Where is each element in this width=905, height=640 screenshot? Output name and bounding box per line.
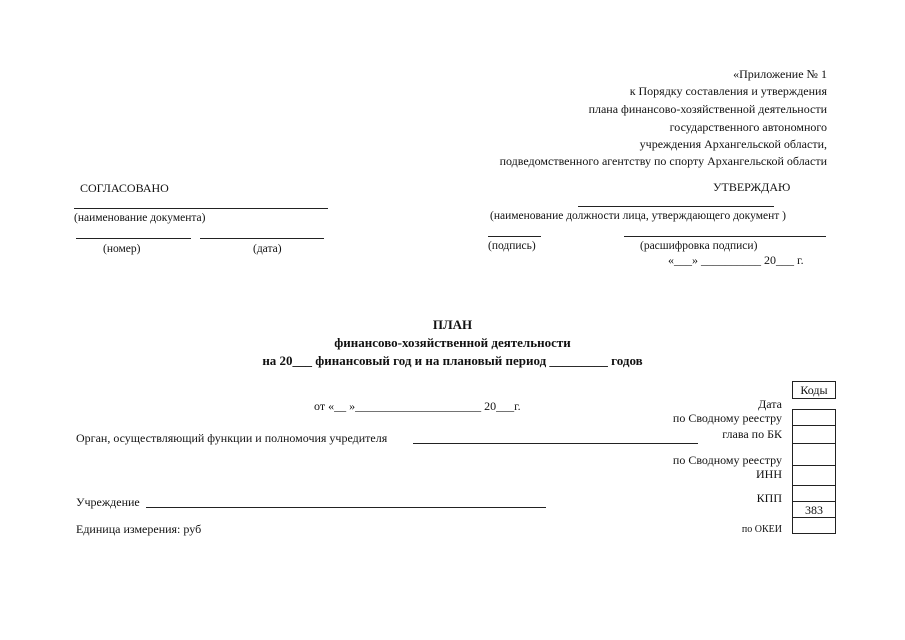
- code-cell-inn[interactable]: [792, 465, 836, 487]
- code-cell-registry-2[interactable]: [792, 443, 836, 467]
- appendix-line-2: к Порядку составления и утверждения: [629, 84, 827, 98]
- approval-date-line: «___» __________ 20___ г.: [668, 253, 804, 267]
- founder-label: Орган, осуществляющий функции и полномочия учредителя: [76, 431, 388, 445]
- code-label-okei: по ОКЕИ: [741, 524, 782, 535]
- date-caption: (дата): [253, 243, 282, 255]
- code-label-inn: ИНН: [756, 467, 782, 481]
- code-label-registry-2: по Сводному реестру: [672, 453, 782, 467]
- code-label-date: Дата: [758, 397, 782, 411]
- code-cell-glava[interactable]: [792, 425, 836, 445]
- code-cell-okei[interactable]: [792, 517, 836, 534]
- signature-caption: (подпись): [488, 240, 536, 252]
- appendix-line-6: подведомственного агентству по спорту Архангельской области: [499, 154, 827, 168]
- position-caption: (наименование должности лица, утверждающего документ ): [490, 210, 786, 222]
- institution-label: Учреждение: [76, 495, 140, 509]
- position-line: [578, 206, 774, 207]
- date-sign-line: [200, 238, 324, 239]
- appendix-line-4: государственного автономного: [669, 120, 827, 134]
- unit-label: Единица измерения: руб: [76, 522, 202, 536]
- decoding-caption: (расшифровка подписи): [640, 240, 758, 252]
- appendix-line-3: плана финансово-хозяйственной деятельности: [588, 102, 827, 116]
- signature-line: [488, 236, 541, 237]
- doc-name-line: [74, 208, 328, 209]
- codes-header-cell: [792, 381, 836, 399]
- number-line: [76, 238, 191, 239]
- code-label-registry-1: по Сводному реестру: [672, 411, 782, 425]
- plan-title: ПЛАН: [432, 317, 473, 332]
- code-label-kpp: КПП: [756, 491, 782, 505]
- number-caption: (номер): [103, 243, 141, 255]
- okei-value: 383: [805, 503, 823, 517]
- appendix-line-5: учреждения Архангельской области,: [639, 137, 827, 151]
- agreed-label: СОГЛАСОВАНО: [80, 181, 169, 195]
- founder-input-line[interactable]: [413, 443, 698, 444]
- decoding-line: [624, 236, 826, 237]
- plan-period: на 20___ финансовый год и на плановый период _________ годов: [262, 353, 643, 368]
- appendix-line-1: «Приложение № 1: [733, 67, 827, 81]
- codes-header: Коды: [800, 383, 828, 397]
- code-label-glava: глава по БК: [722, 427, 782, 441]
- institution-input-line[interactable]: [146, 507, 546, 508]
- from-date-field[interactable]: от «__ »_____________________ 20___г.: [314, 399, 521, 413]
- doc-name-caption: (наименование документа): [74, 212, 206, 224]
- approve-label: УТВЕРЖДАЮ: [713, 180, 791, 194]
- plan-subtitle: финансово-хозяйственной деятельности: [334, 335, 571, 350]
